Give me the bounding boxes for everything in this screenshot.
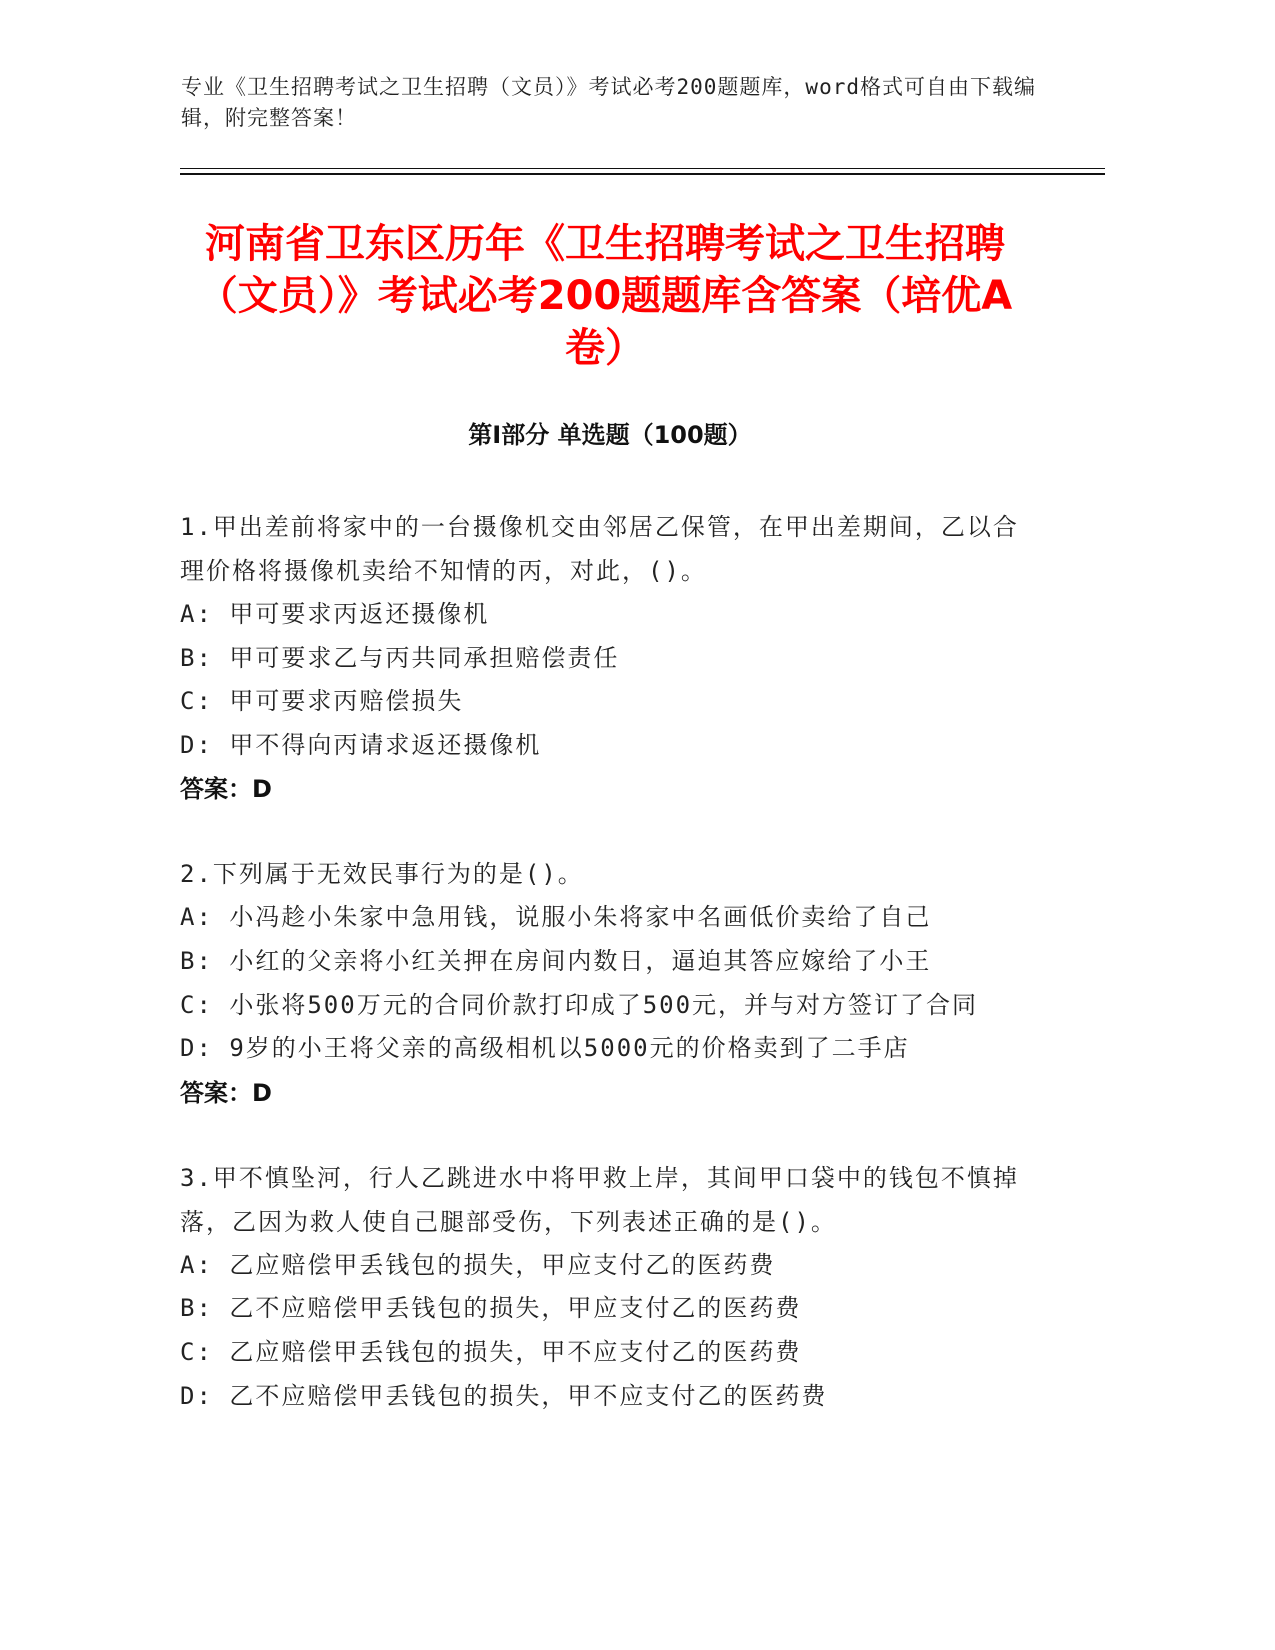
option-a: A: 小冯趁小朱家中急用钱，说服小朱将家中名画低价卖给了自己	[180, 903, 932, 932]
question-list	[180, 505, 1040, 1459]
document-title: 河南省卫东区历年《卫生招聘考试之卫生招聘（文员）》考试必考200题题库含答案（培优A卷）	[197, 221, 1013, 371]
option-c: C: 小张将500万元的合同价款打印成了500元，并与对方签订了合同	[180, 990, 979, 1019]
option-d: D: 甲不得向丙请求返还摄像机	[180, 730, 542, 759]
question-stem: 2.下列属于无效民事行为的是()。	[180, 860, 584, 889]
question-item	[180, 505, 1040, 811]
question-item	[180, 852, 1040, 1114]
question-stem: 1.甲出差前将家中的一台摄像机交由邻居乙保管，在甲出差期间，乙以合理价格将摄像机卖给不知情的丙，对此，()。	[180, 513, 1019, 585]
option-c: C: 甲可要求丙赔偿损失	[180, 687, 464, 716]
option-b: B: 小红的父亲将小红关押在房间内数日，逼迫其答应嫁给了小王	[180, 946, 932, 975]
option-a: A: 甲可要求丙返还摄像机	[180, 600, 490, 628]
header-note: 专业《卫生招聘考试之卫生招聘（文员）》考试必考200题题库，word格式可自由下载编辑，附完整答案！	[181, 75, 1036, 130]
option-d: D: 乙不应赔偿甲丢钱包的损失，甲不应支付乙的医药费	[180, 1381, 828, 1410]
question-stem: 3.甲不慎坠河，行人乙跳进水中将甲救上岸，其间甲口袋中的钱包不慎掉落，乙因为救人使自己腿部受伤，下列表述正确的是()。	[180, 1163, 1019, 1236]
option-d: D: 9岁的小王将父亲的高级相机以5000元的价格卖到了二手店	[180, 1034, 910, 1063]
option-c: C: 乙应赔偿甲丢钱包的损失，甲不应支付乙的医药费	[180, 1337, 802, 1366]
header-divider-thin	[180, 168, 1105, 169]
question-item	[180, 1156, 1040, 1418]
option-a: A: 乙应赔偿甲丢钱包的损失，甲应支付乙的医药费	[180, 1250, 776, 1279]
answer-line: 答案：D	[180, 775, 272, 804]
option-b: B: 甲可要求乙与丙共同承担赔偿责任	[180, 643, 620, 672]
option-b: B: 乙不应赔偿甲丢钱包的损失，甲应支付乙的医药费	[180, 1294, 802, 1323]
header-divider-thick	[180, 173, 1105, 175]
answer-line: 答案：D	[180, 1078, 272, 1107]
section-title: 第I部分 单选题（100题）	[468, 421, 752, 449]
